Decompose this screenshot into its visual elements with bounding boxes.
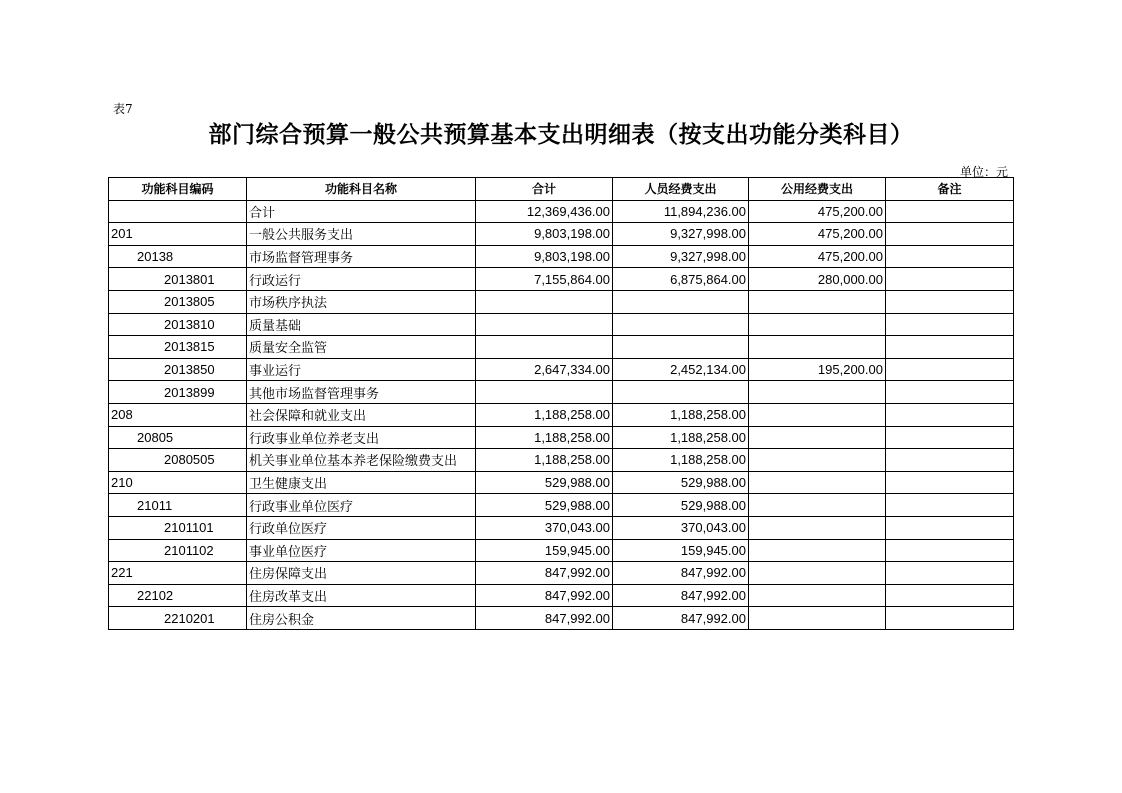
cell-total: 7,155,864.00 [476, 268, 613, 291]
cell-name: 社会保障和就业支出 [247, 403, 476, 426]
unit-label: 单位：元 [960, 165, 1009, 179]
cell-note [886, 494, 1014, 517]
cell-public: 280,000.00 [749, 268, 886, 291]
cell-total: 9,803,198.00 [476, 245, 613, 268]
table-row [109, 336, 1014, 359]
cell-code: 208 [109, 403, 247, 426]
cell-total [476, 290, 613, 313]
cell-total: 1,188,258.00 [476, 426, 613, 449]
cell-name: 质量安全监管 [247, 336, 476, 359]
cell-public [749, 426, 886, 449]
cell-note [886, 358, 1014, 381]
cell-total [476, 313, 613, 336]
cell-personnel: 9,327,998.00 [613, 223, 749, 246]
column-header-name: 功能科目名称 [247, 178, 476, 201]
table-row [109, 516, 1014, 539]
cell-note [886, 403, 1014, 426]
cell-personnel: 1,188,258.00 [613, 426, 749, 449]
cell-note [886, 313, 1014, 336]
cell-code: 221 [109, 562, 247, 585]
cell-public [749, 471, 886, 494]
cell-code: 2013850 [109, 358, 247, 381]
cell-code: 2013810 [109, 313, 247, 336]
cell-code: 2080505 [109, 449, 247, 472]
cell-name: 合计 [247, 200, 476, 223]
table-row [109, 290, 1014, 313]
column-header-note: 备注 [886, 178, 1014, 201]
cell-name: 质量基础 [247, 313, 476, 336]
cell-total: 529,988.00 [476, 494, 613, 517]
cell-public [749, 584, 886, 607]
cell-name: 行政事业单位养老支出 [247, 426, 476, 449]
column-header-total: 合计 [476, 178, 613, 201]
cell-name: 行政运行 [247, 268, 476, 291]
cell-personnel [613, 336, 749, 359]
cell-public: 475,200.00 [749, 200, 886, 223]
table-number-label: 表7 [113, 102, 133, 116]
cell-name: 住房保障支出 [247, 562, 476, 585]
cell-code: 2013899 [109, 381, 247, 404]
cell-name: 其他市场监督管理事务 [247, 381, 476, 404]
cell-total [476, 336, 613, 359]
cell-personnel: 847,992.00 [613, 584, 749, 607]
cell-public [749, 516, 886, 539]
cell-total: 847,992.00 [476, 584, 613, 607]
cell-public [749, 607, 886, 630]
table-body [109, 200, 1014, 629]
cell-code: 22102 [109, 584, 247, 607]
table-row [109, 223, 1014, 246]
cell-public [749, 539, 886, 562]
cell-code: 201 [109, 223, 247, 246]
table-row [109, 539, 1014, 562]
cell-personnel: 1,188,258.00 [613, 449, 749, 472]
cell-personnel: 529,988.00 [613, 494, 749, 517]
cell-personnel [613, 313, 749, 336]
table-row [109, 494, 1014, 517]
cell-note [886, 584, 1014, 607]
cell-total: 159,945.00 [476, 539, 613, 562]
cell-name: 市场秩序执法 [247, 290, 476, 313]
table-header-row [109, 178, 1014, 201]
cell-code: 2101102 [109, 539, 247, 562]
table-row [109, 245, 1014, 268]
cell-total: 847,992.00 [476, 607, 613, 630]
cell-personnel: 529,988.00 [613, 471, 749, 494]
cell-personnel [613, 290, 749, 313]
cell-public: 195,200.00 [749, 358, 886, 381]
cell-personnel: 11,894,236.00 [613, 200, 749, 223]
cell-code: 2210201 [109, 607, 247, 630]
table-row [109, 607, 1014, 630]
cell-total [476, 381, 613, 404]
cell-note [886, 381, 1014, 404]
cell-code: 2101101 [109, 516, 247, 539]
cell-code: 21011 [109, 494, 247, 517]
cell-public [749, 562, 886, 585]
cell-note [886, 223, 1014, 246]
cell-personnel: 370,043.00 [613, 516, 749, 539]
cell-personnel: 847,992.00 [613, 607, 749, 630]
cell-personnel: 6,875,864.00 [613, 268, 749, 291]
cell-note [886, 516, 1014, 539]
cell-note [886, 539, 1014, 562]
cell-note [886, 290, 1014, 313]
cell-name: 卫生健康支出 [247, 471, 476, 494]
budget-detail-table [108, 177, 1014, 630]
cell-personnel: 9,327,998.00 [613, 245, 749, 268]
cell-name: 事业单位医疗 [247, 539, 476, 562]
table-row [109, 584, 1014, 607]
cell-public [749, 449, 886, 472]
cell-note [886, 562, 1014, 585]
table-row [109, 449, 1014, 472]
table-row [109, 358, 1014, 381]
cell-total: 1,188,258.00 [476, 449, 613, 472]
table-row [109, 403, 1014, 426]
table-row [109, 426, 1014, 449]
cell-total: 9,803,198.00 [476, 223, 613, 246]
cell-note [886, 607, 1014, 630]
cell-code [109, 200, 247, 223]
table-row [109, 381, 1014, 404]
cell-note [886, 336, 1014, 359]
page-title: 部门综合预算一般公共预算基本支出明细表（按支出功能分类科目） [208, 121, 914, 148]
cell-code: 20138 [109, 245, 247, 268]
cell-name: 住房改革支出 [247, 584, 476, 607]
cell-note [886, 200, 1014, 223]
cell-public [749, 290, 886, 313]
cell-name: 市场监督管理事务 [247, 245, 476, 268]
cell-note [886, 471, 1014, 494]
cell-note [886, 449, 1014, 472]
cell-personnel [613, 381, 749, 404]
cell-total: 370,043.00 [476, 516, 613, 539]
cell-total: 2,647,334.00 [476, 358, 613, 381]
cell-name: 机关事业单位基本养老保险缴费支出 [247, 449, 476, 472]
cell-personnel: 847,992.00 [613, 562, 749, 585]
table-row [109, 471, 1014, 494]
cell-public: 475,200.00 [749, 245, 886, 268]
cell-public [749, 313, 886, 336]
cell-total: 529,988.00 [476, 471, 613, 494]
cell-public [749, 494, 886, 517]
cell-public [749, 336, 886, 359]
cell-note [886, 245, 1014, 268]
column-header-code: 功能科目编码 [109, 178, 247, 201]
cell-personnel: 159,945.00 [613, 539, 749, 562]
cell-name: 行政事业单位医疗 [247, 494, 476, 517]
cell-note [886, 268, 1014, 291]
table-row [109, 268, 1014, 291]
cell-total: 847,992.00 [476, 562, 613, 585]
cell-code: 210 [109, 471, 247, 494]
cell-note [886, 426, 1014, 449]
column-header-personnel: 人员经费支出 [613, 178, 749, 201]
cell-name: 一般公共服务支出 [247, 223, 476, 246]
cell-code: 2013805 [109, 290, 247, 313]
cell-personnel: 2,452,134.00 [613, 358, 749, 381]
cell-total: 1,188,258.00 [476, 403, 613, 426]
cell-public [749, 381, 886, 404]
cell-code: 2013801 [109, 268, 247, 291]
cell-public: 475,200.00 [749, 223, 886, 246]
column-header-public: 公用经费支出 [749, 178, 886, 201]
cell-total: 12,369,436.00 [476, 200, 613, 223]
cell-code: 2013815 [109, 336, 247, 359]
cell-public [749, 403, 886, 426]
table-row [109, 562, 1014, 585]
table-row [109, 313, 1014, 336]
cell-name: 住房公积金 [247, 607, 476, 630]
cell-code: 20805 [109, 426, 247, 449]
cell-name: 行政单位医疗 [247, 516, 476, 539]
cell-name: 事业运行 [247, 358, 476, 381]
table-row [109, 200, 1014, 223]
cell-personnel: 1,188,258.00 [613, 403, 749, 426]
